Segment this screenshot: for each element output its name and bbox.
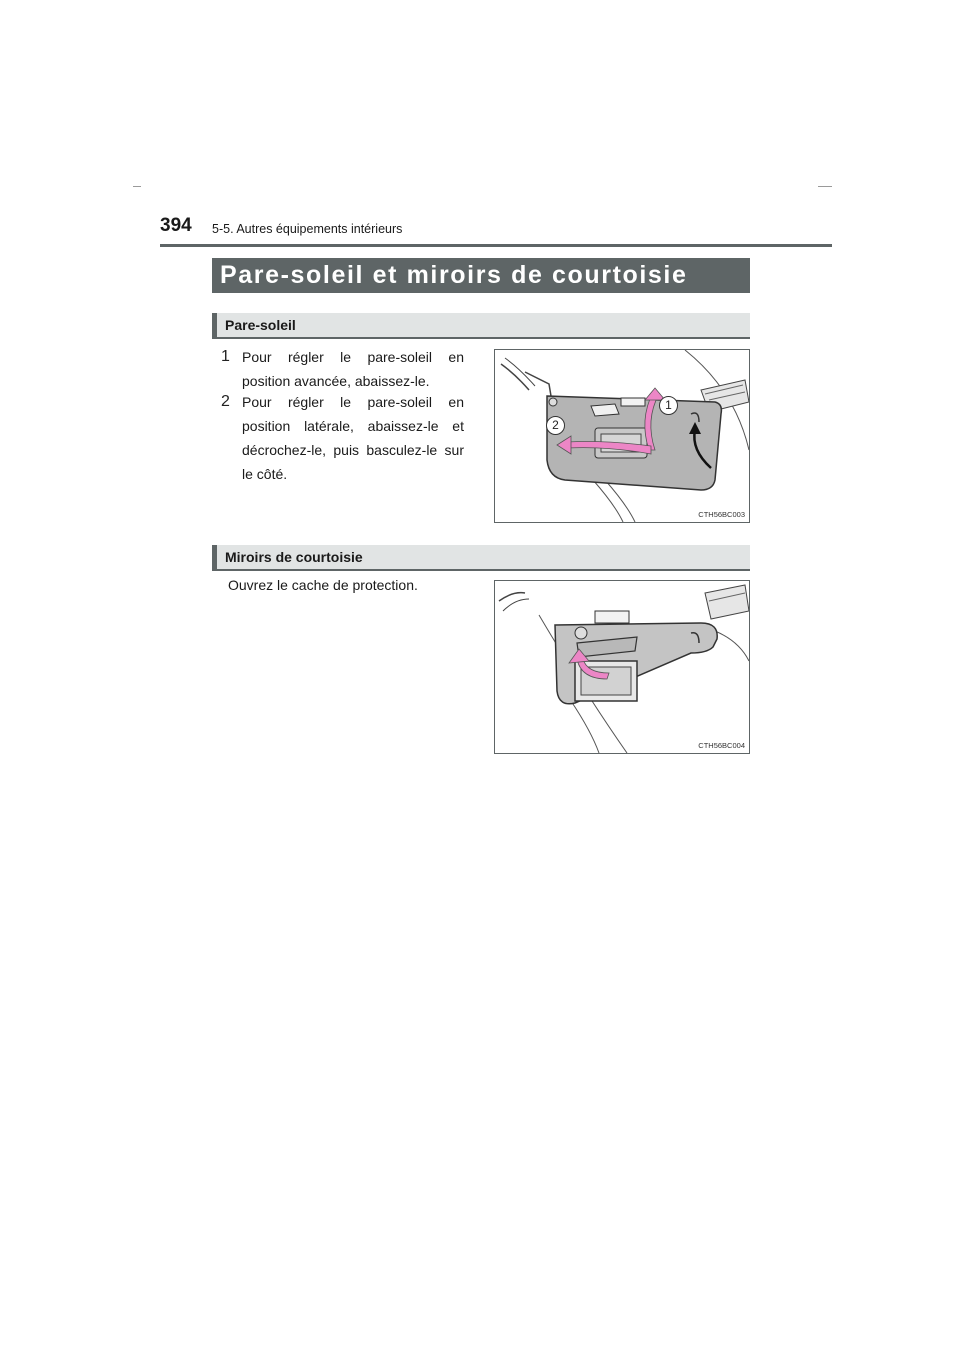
crop-mark-right [818,186,832,187]
step-number-2: 2 [221,393,230,410]
header-rule [160,244,832,247]
step-text-2: Pour régler le pare-soleil en position latérale, abaissez-le et décrochez-le, puis basculez-le sur le côté. [242,394,464,482]
callout-1: 1 [659,396,678,415]
section-heading-label: Pare-soleil [225,317,296,333]
heading-marker [212,313,217,337]
sunvisor-illustration [494,349,750,523]
mirror-instruction: Ouvrez le cache de protection. [228,577,418,593]
page-title: Pare-soleil et miroirs de courtoisie [212,258,750,293]
section-heading-label: Miroirs de courtoisie [225,549,363,565]
crop-mark-left [133,186,141,187]
section-heading-mirrors [212,545,750,571]
callout-2: 2 [546,416,565,435]
mirror-illustration [494,580,750,754]
page-number: 394 [160,215,192,236]
section-path: 5-5. Autres équipements intérieurs [212,222,403,236]
section-heading-sunvisor [212,313,750,339]
step-text-1: Pour régler le pare-soleil en position avancée, abaissez-le. [242,349,464,389]
step-number-1: 1 [221,348,230,365]
heading-marker [212,545,217,569]
mirror-drawing [495,581,750,754]
sunvisor-drawing [495,350,750,523]
figure-code: CTH56BC004 [698,741,745,750]
figure-code: CTH56BC003 [698,510,745,519]
